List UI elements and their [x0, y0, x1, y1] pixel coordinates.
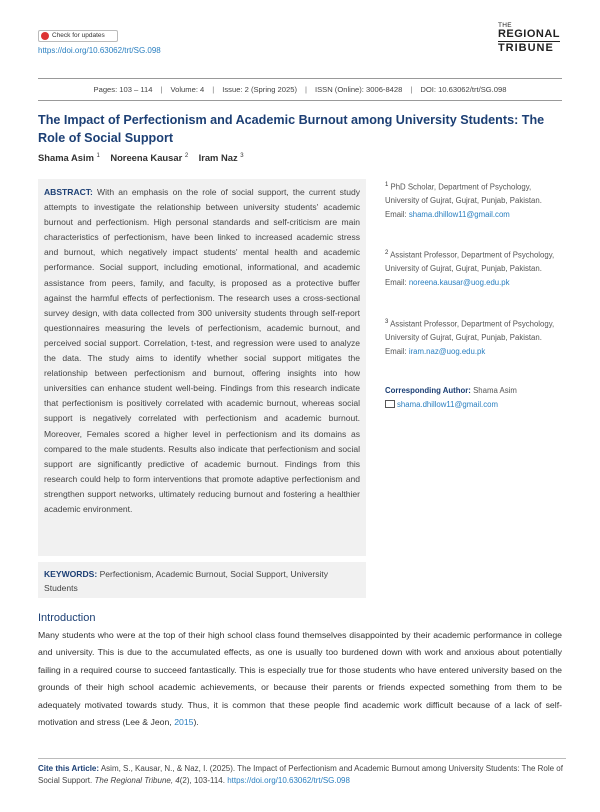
- author-sup: 1: [96, 152, 100, 159]
- affiliation-text: PhD Scholar, Department of Psychology, University of Gujrat, Gujrat, Punjab, Pakistan.: [385, 182, 542, 206]
- email-link[interactable]: iram.naz@uog.edu.pk: [408, 347, 486, 357]
- intro-paragraph: [38, 627, 562, 731]
- keywords-panel: [38, 562, 366, 598]
- affiliation-sup: 3: [385, 319, 389, 325]
- affiliation-text: Assistant Professor, Department of Psychology, University of Gujrat, Gujrat, Punjab, Pakistan.: [385, 319, 555, 343]
- abstract-text: With an emphasis on the role of social support, the current study attempts to investigate the relationship between university students' academic burnout and perfectionism. High personal standards and self-criticism are main characteristics of perfectionism, have been linked to increased academic stress and burnout, which negatively impact students' mental health and academic performance. Social support, including emotional, informational, and academic assistance from peers, family, and faculty, is proposed as a protective buffer against the harmful effects of perfectionism. The research uses a cross-sectional survey design, with data collected from 300 university students through self-report questionnaires measuring the levels of perfectionism, academic burnout, and perceived social support. Correlation, t-test, and regression were used to analyze the data. The study aims to identify whether social support mitigates the relationship between perfectionism and burnout, offering insights into how universities can enhance student well-being. Findings from this research indicate that perfectionism is positively correlated with academic burnout, whereas social support is negatively correlated with perfectionism and academic burnout. Moreover, Females scored a higher level in perfectionism and its domains as compared to the male students. Results also indicate that perfectionism and social support are significantly predictive of academic burnout. Findings from this research could help to form interventions that promote adaptive perfectionism and strengthen support networks, ultimately reducing burnout and fostering a healthier academic environment.: [44, 187, 360, 514]
- doi-link[interactable]: https://doi.org/10.63062/trt/SG.098: [38, 46, 161, 55]
- section-heading: Introduction: [38, 612, 96, 624]
- email-link[interactable]: shama.dhillow11@gmail.com: [408, 210, 510, 220]
- logo-line2: REGIONAL: [497, 28, 560, 40]
- intro-text-end: ).: [193, 717, 199, 728]
- email-label: Email:: [385, 278, 407, 288]
- crossmark-icon: [41, 32, 49, 40]
- email-label: Email:: [385, 210, 407, 220]
- affiliation-sup: 2: [385, 250, 389, 256]
- affiliation-sup: 1: [385, 182, 389, 188]
- corresponding-label: Corresponding Author:: [385, 386, 471, 395]
- logo-line3: TRIBUNE: [497, 42, 554, 54]
- cite-this-article: [38, 758, 566, 786]
- meta-sep: |: [160, 85, 163, 94]
- cite-volume: 4: [175, 775, 180, 785]
- paper-title: The Impact of Perfectionism and Academic Burnout among University Students: The Role of Social Support: [38, 113, 545, 145]
- meta-issn: ISSN (Online): 3006-8428: [314, 85, 403, 94]
- corresponding-email[interactable]: shama.dhillow11@gmail.com: [397, 399, 498, 409]
- author-list: [38, 152, 244, 163]
- mail-icon: [385, 400, 395, 408]
- email-label: Email:: [385, 347, 407, 357]
- author-name: Iram Naz: [198, 152, 238, 163]
- check-updates-label: Check for updates: [52, 32, 105, 39]
- meta-sep: |: [212, 85, 215, 94]
- keywords-label: KEYWORDS:: [44, 569, 98, 579]
- article-meta-bar: [38, 78, 562, 101]
- meta-sep: |: [410, 85, 413, 94]
- cite-journal: The Regional Tribune,: [94, 775, 174, 785]
- meta-issue: Issue: 2 (Spring 2025): [222, 85, 297, 94]
- citation-ref-link[interactable]: 2015: [174, 717, 194, 728]
- cite-issue-pages: (2), 103-114.: [179, 775, 225, 785]
- author-name: Shama Asim: [38, 152, 94, 163]
- check-for-updates-badge[interactable]: [38, 30, 118, 42]
- abstract-panel: [38, 179, 366, 556]
- affiliation-1: [385, 179, 565, 222]
- meta-sep: |: [304, 85, 307, 94]
- corresponding-author: [385, 384, 565, 411]
- meta-pages: Pages: 103 – 114: [93, 85, 153, 94]
- cite-label: Cite this Article:: [38, 764, 100, 773]
- meta-doi: DOI: 10.63062/trt/SG.098: [420, 85, 507, 94]
- cite-text: Asim, S., Kausar, N., & Naz, I. (2025). The Impact of Perfectionism and Academic Burnout among University Students: The Role of Social Support.: [38, 764, 563, 785]
- author-sup: 3: [240, 152, 244, 159]
- affiliation-3: [385, 316, 565, 359]
- abstract-label: ABSTRACT:: [44, 187, 93, 197]
- affiliation-2: [385, 247, 565, 290]
- corresponding-name: Shama Asim: [473, 386, 517, 395]
- affiliation-text: Assistant Professor, Department of Psychology, University of Gujrat, Gujrat, Punjab, Pakistan.: [385, 250, 555, 274]
- meta-volume: Volume: 4: [170, 85, 205, 94]
- email-link[interactable]: noreena.kausar@uog.edu.pk: [408, 278, 510, 288]
- cite-doi-link[interactable]: https://doi.org/10.63062/trt/SG.098: [227, 775, 350, 785]
- intro-text: Many students who were at the top of their high school class found themselves disappointed by their academic performance in college and university. This is due to the accumulated effects, as one is usually too burdened down with work and anxious about potentially failing in a required course to succeed fantastically. This is especially true for those students who have entered university based on the grounds of their high school academic achievements, or because their parents or friends expected something from them to be adequately motivated towards study. Thus, it is common that these people find academic work difficult because of a lack of self-motivation and stress (Lee & Jeon,: [38, 630, 562, 728]
- journal-logo: [498, 22, 560, 54]
- author-name: Noreena Kausar: [110, 152, 183, 163]
- keywords-text: Perfectionism, Academic Burnout, Social Support, University Students: [44, 569, 329, 593]
- logo-line1: THE: [497, 22, 512, 29]
- author-sup: 2: [184, 152, 189, 159]
